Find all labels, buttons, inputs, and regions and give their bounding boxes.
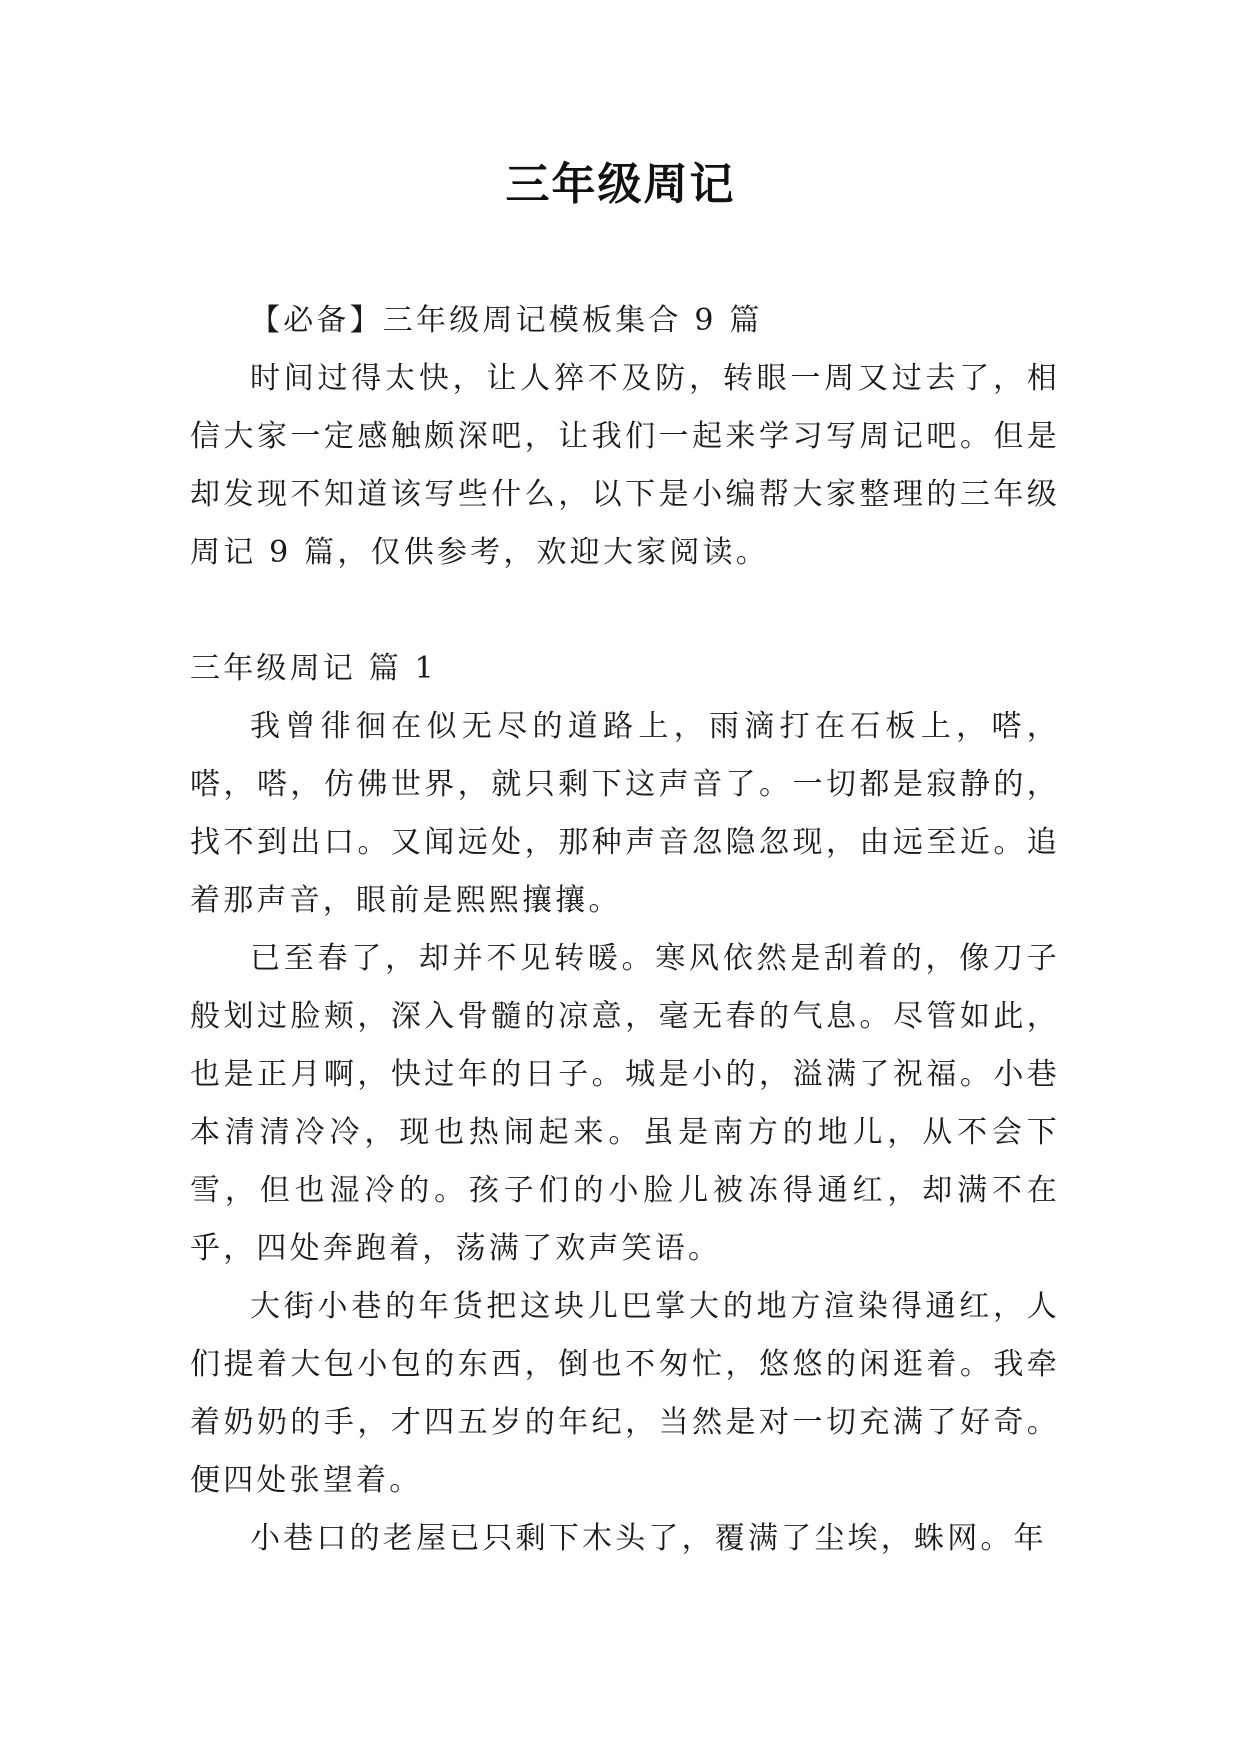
document-title: 三年级周记 bbox=[505, 159, 736, 210]
section-heading: 三年级周记 篇 1 bbox=[190, 651, 437, 686]
body-paragraph: 我曾徘徊在似无尽的道路上，雨滴打在石板上，嗒，嗒，嗒，仿佛世界，就只剩下这声音了。一切都是寂静的，找不到出口。又闻远处，那种声音忽隐忽现，由远至近。追着那声音，眼前是熙熙攘攘。 bbox=[190, 709, 1060, 918]
body-paragraph: 大街小巷的年货把这块儿巴掌大的地方渲染得通红，人们提着大包小包的东西，倒也不匆忙，悠悠的闲逛着。我牵着奶奶的手，才四五岁的年纪，当然是对一切充满了好奇。便四处张望着。 bbox=[190, 1289, 1060, 1498]
body-paragraph: 已至春了，却并不见转暖。寒风依然是刮着的，像刀子般划过脸颊，深入骨髓的凉意，毫无春的气息。尽管如此，也是正月啊，快过年的日子。城是小的，溢满了祝福。小巷本清清冷冷，现也热闹起来。虽是南方的地儿，从不会下雪，但也湿冷的。孩子们的小脸儿被冻得通红，却满不在乎，四处奔跑着，荡满了欢声笑语。 bbox=[190, 941, 1060, 1266]
document-body bbox=[190, 292, 1060, 1568]
intro-paragraph: 时间过得太快，让人猝不及防，转眼一周又过去了，相信大家一定感触颇深吧，让我们一起来学习写周记吧。但是却发现不知道该写些什么，以下是小编帮大家整理的三年级周记 9 篇，仅供参考，欢迎大家阅读。 bbox=[190, 361, 1060, 570]
intro-heading: 【必备】三年级周记模板集合 9 篇 bbox=[250, 303, 763, 338]
body-paragraph: 小巷口的老屋已只剩下木头了，覆满了尘埃，蛛网。年 bbox=[250, 1521, 1047, 1556]
